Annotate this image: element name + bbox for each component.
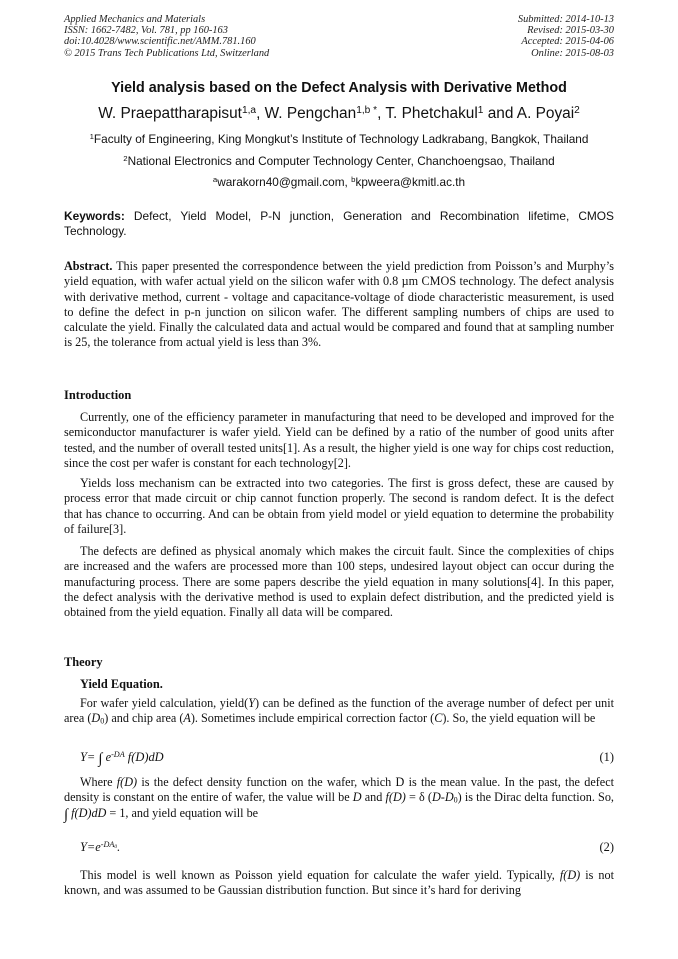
equation-term: . [117, 840, 121, 854]
keywords-text: Defect, Yield Model, P-N junction, Generation and Recombination lifetime, CMOS Technology. [64, 209, 614, 238]
text-run: Where [80, 775, 117, 789]
math-var: C [434, 711, 443, 726]
journal-header-left [64, 14, 269, 59]
text-run: = δ ( [405, 790, 432, 805]
affiliation-text: Faculty of Engineering, King Mongkut’s Institute of Technology Ladkrabang, Bangkok, Thailand [93, 132, 589, 146]
integral-sign: ∫ [98, 751, 103, 767]
paragraph: The defects are defined as physical anomaly which makes the circuit fault. Since the complexities of chips are increased and the wafers are processed more than 100 steps, undesired layout object can occur during the manufacturing process. There are some papers describe the yield equation in many solutions[4]. In this paper, the defect analysis with the derivative method is used to explain defect distribution, and the predicted yield is obtained from the yield equation. Finally all data will be compared. [64, 544, 614, 620]
accepted-date: Accepted: 2015-04-06 [521, 36, 614, 48]
text-run: ). So, the yield equation will be [442, 711, 596, 726]
journal-name: Applied Mechanics and Materials [64, 14, 206, 25]
math-var: A [183, 711, 191, 726]
subsection-heading-yield-equation: Yield Equation. [80, 677, 163, 691]
integral-sign: ∫ [64, 806, 69, 823]
author-name: W. Praepattharapisut [98, 105, 242, 122]
author-name: , T. Phetchakul [377, 105, 478, 122]
text-run: ). Sometimes include empirical correction factor ( [190, 711, 435, 726]
paragraph [64, 868, 614, 899]
math-var: D [352, 790, 362, 805]
equation-lhs: Y= [80, 750, 99, 764]
email-link[interactable]: warakorn40@gmail.com, [217, 175, 352, 189]
text-run: For wafer yield calculation, yield( [80, 696, 249, 710]
math-var: f(D) [559, 868, 581, 882]
exponent-text: -DA [100, 839, 115, 849]
paragraph: Currently, one of the efficiency parameter in manufacturing that need to be developed and improved for the semiconductor manufacturer is wafer yield. Yield can be defined by a ratio of the number of good units after tested, and the number of overall tested units[1]. As a result, the higher yield is one way for chips cost reduction, since the cost per wafer is constant for each technology[2]. [64, 410, 614, 470]
equation-1 [80, 750, 614, 768]
affiliation-1 [0, 132, 678, 146]
abstract-text: This paper presented the correspondence between the yield prediction from Poisson’s and Murphy’s yield equation, with wafer actual yield on the silicon wafer with 0.8 µm CMOS technology. The defect analysis with derivative method, current - voltage and capacitance-voltage of diode characteristic measurement, is used to define the defect in p-n junction on silicon wafer. The different sampling numbers of chips are used to calculate the yield. Finally the calculated data and actual would be compared and found that at sampling number is 25, the tolerance from actual yield is less than 3%. [64, 259, 614, 350]
text-run: and [361, 790, 386, 805]
equation-number: (2) [599, 840, 614, 854]
keywords [64, 209, 614, 239]
text-run: ) is the Dirac delta function. So, [457, 790, 614, 805]
keywords-label: Keywords: [64, 209, 125, 223]
author-name: , W. Pengchan [256, 105, 357, 122]
revised-date: Revised: 2015-03-30 [527, 25, 614, 37]
text-run: ) and chip area ( [104, 711, 184, 726]
math-var: D-D [431, 790, 454, 805]
math-sub: 0 [100, 716, 105, 726]
affiliation-sup: 1 [89, 132, 94, 142]
abstract [64, 259, 614, 351]
exponent-sub: 0 [114, 844, 118, 850]
author-list [0, 105, 678, 123]
journal-header-right [518, 14, 614, 59]
issn-line: ISSN: 1662-7482, Vol. 781, pp 160-163 [64, 25, 228, 37]
text-run: ) can be defined as the function of the average number of defect per unit area ( [64, 696, 614, 726]
math-var: f(D)dD [68, 805, 107, 820]
author-affil-sup: 2 [574, 104, 580, 116]
affiliation-sup: 2 [123, 154, 128, 164]
email-sup: b [351, 175, 356, 185]
email-sup: a [212, 175, 218, 185]
text-run: is not known, and was assumed to be Gaussian distribution function. But since it’s hard for deriving [64, 868, 615, 898]
online-date: Online: 2015-08-03 [531, 47, 614, 59]
email-link[interactable]: kpweera@kmitl.ac.th [355, 175, 466, 189]
section-heading-theory: Theory [64, 655, 103, 669]
math-sub: 0 [453, 795, 458, 805]
equation-2 [80, 840, 614, 855]
math-var: Y [248, 696, 255, 710]
section-heading-introduction: Introduction [64, 388, 132, 402]
equation-lhs: Y=e [80, 840, 101, 854]
text-run: = 1, and yield equation will be [106, 805, 259, 820]
author-name: and A. Poyai [483, 105, 575, 122]
equation-exponent [101, 840, 117, 849]
abstract-label: Abstract. [64, 259, 113, 273]
paragraph [64, 775, 614, 823]
affiliation-2 [0, 154, 678, 168]
affiliation-text: National Electronics and Computer Technology Center, Chanchoengsao, Thailand [127, 154, 555, 168]
doi-line: doi:10.4028/www.scientific.net/AMM.781.160 [64, 36, 256, 48]
copyright-line: © 2015 Trans Tech Publications Ltd, Switzerland [64, 47, 270, 59]
text-run: is the defect density function on the wafer, which D is the mean value. In the past, the defect density is constant on the entire of wafer, the value will be [64, 775, 614, 805]
math-var: D [91, 711, 101, 726]
equation-term: e [102, 750, 112, 764]
submitted-date: Submitted: 2014-10-13 [517, 14, 614, 25]
math-var: f(D) [116, 775, 138, 789]
author-affil-sup: 1 [477, 104, 484, 116]
author-affil-sup: 1,b * [356, 104, 378, 116]
paragraph [64, 696, 614, 727]
text-run: This model is well known as Poisson yield equation for calculate the wafer yield. Typically, [80, 868, 560, 882]
math-var: f(D) [385, 790, 406, 805]
equation-exponent: -DA [111, 749, 125, 759]
author-affil-sup: 1,a [241, 104, 257, 116]
equation-term: f(D)dD [124, 750, 164, 764]
paper-title: Yield analysis based on the Defect Analysis with Derivative Method [111, 80, 567, 96]
author-emails [0, 175, 678, 189]
paragraph: Yields loss mechanism can be extracted into two categories. The first is gross defect, these are caused by process error that made circuit or chip cannot function properly. The second is random defect. It is the defect that has chance to occurring. And can be obtain from yield model or yield equation to determine the probability of failure[3]. [64, 476, 614, 536]
equation-number: (1) [599, 750, 614, 764]
